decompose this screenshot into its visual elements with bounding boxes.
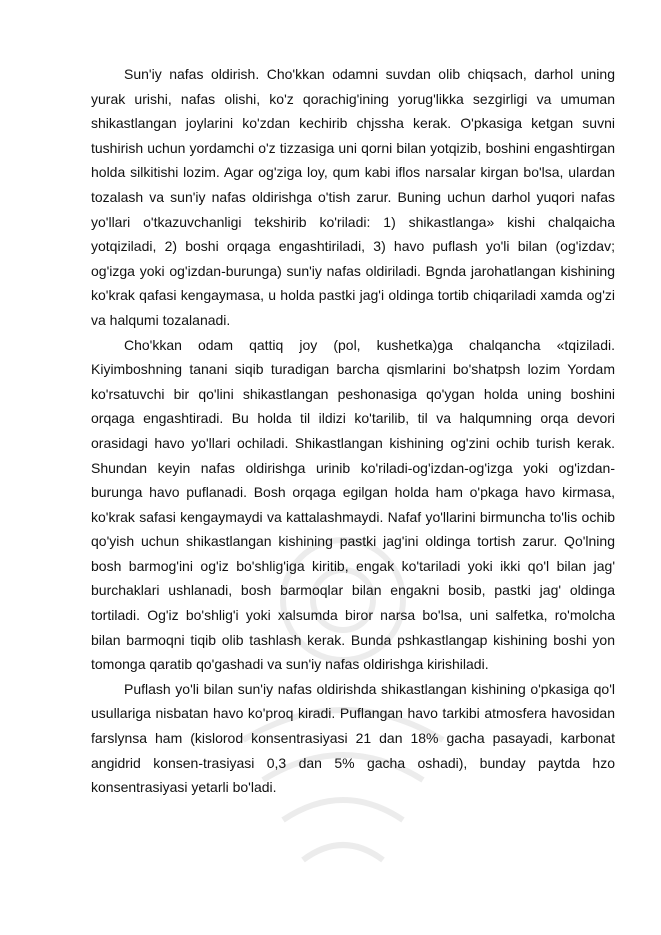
paragraph-3: Puflash yo'li bilan sun'iy nafas oldirishda shikastlangan kishining o'pkasiga qo'l usullariga nisbatan havo ko'proq kiradi. Puflangan havo tarkibi atmosfera havosidan farslynsa ham (kislorod konsentrasiyasi 21 dan 18% gacha pasayadi, karbonat angidrid konsen-trasiyasi 0,3 dan 5% gacha oshadi), bunday paytda hzo konsentrasiyasi yetarli bo'ladi. (91, 680, 615, 796)
paragraph-1: Sun'iy nafas oldirish. Cho'kkan odamni suvdan olib chiqsach, darhol uning yurak urishi, nafas olishi, ko'z qorachig'ining yorug'likka sezgirligi va umuman shikastlangan joylarini ko'zdan kechirib chjssha kerak. O'pkasiga ketgan suvni tushirish uchun yordamchi o'z tizzasiga uni qorni bilan yotqizib, boshini engashtirgan holda silkitishi lozim. Agar og'ziga loy, qum kabi iflos narsalar kirgan bo'lsa, ulardan tozalash va sun'iy nafas oldirishga o'tish zarur. Buning uchun darhol yuqori nafas yo'llari o'tkazuvchanligi tekshirib ko'riladi: 1) shikastlanga» kishi chalqaicha yotqiziladi, 2) boshi orqaga engashtiriladi, 3) havo puflash yo'li bilan (og'izdav; og'izga yoki og'izdan-burunga) sun'iy nafas oldiriladi. Bgnda jarohatlangan kishining ko'krak qafasi kengaymasa, u holda pastki jag'i oldinga tortib chiqariladi xamda og'zi va halqumi tozalanadi. (91, 66, 615, 328)
paragraph-2: Cho'kkan odam qattiq joy (pol, kushetka)ga chalqancha «tqiziladi. Kiyimboshning tanani siqib turadigan barcha qismlarini bo'shatpsh lozim Yordam ko'rsatuvchi bir qo'lini shikastlangan peshonasiga qo'ygan holda uning boshini orqaga engashtiradi. Bu holda til ildizi ko'tarilib, til va halqumning orqa devori orasidagi havo yo'llari ochiladi. Shikastlangan kishining og'zini ochib turish kerak. Shundan keyin nafas oldirishga urinib ko'riladi-og'izdan-og'izga yoki og'izdan-burunga havo puflanadi. Bosh orqaga egilgan holda ham o'pkaga havo kirmasa, ko'krak safasi kengaymaydi va kattalashmaydi. Nafaf yo'llarini birmuncha to'lis ochib qo'yish uchun shikastlangan kishining pastki jag'ini oldinga tortish zarur. Qo'lning bosh barmog'ini og'iz bo'shlig'iga kiritib, engak ko'tariladi yoki ikki qo'l bilan jag' burchaklari ushlanadi, bosh barmoqlar bilan engakni bosib, pastki jag' oldinga tortiladi. Og'iz bo'shlig'i yoki xalsumda biror narsa bo'lsa, uni salfetka, ro'molcha bilan barmoqni tiqib olib tashlash kerak. Bunda pshkastlangap kishining boshi yon tomonga qaratib qo'gashadi va sun'iy nafas oldirishga kirishiladi. (91, 336, 615, 673)
document-body (91, 62, 615, 800)
